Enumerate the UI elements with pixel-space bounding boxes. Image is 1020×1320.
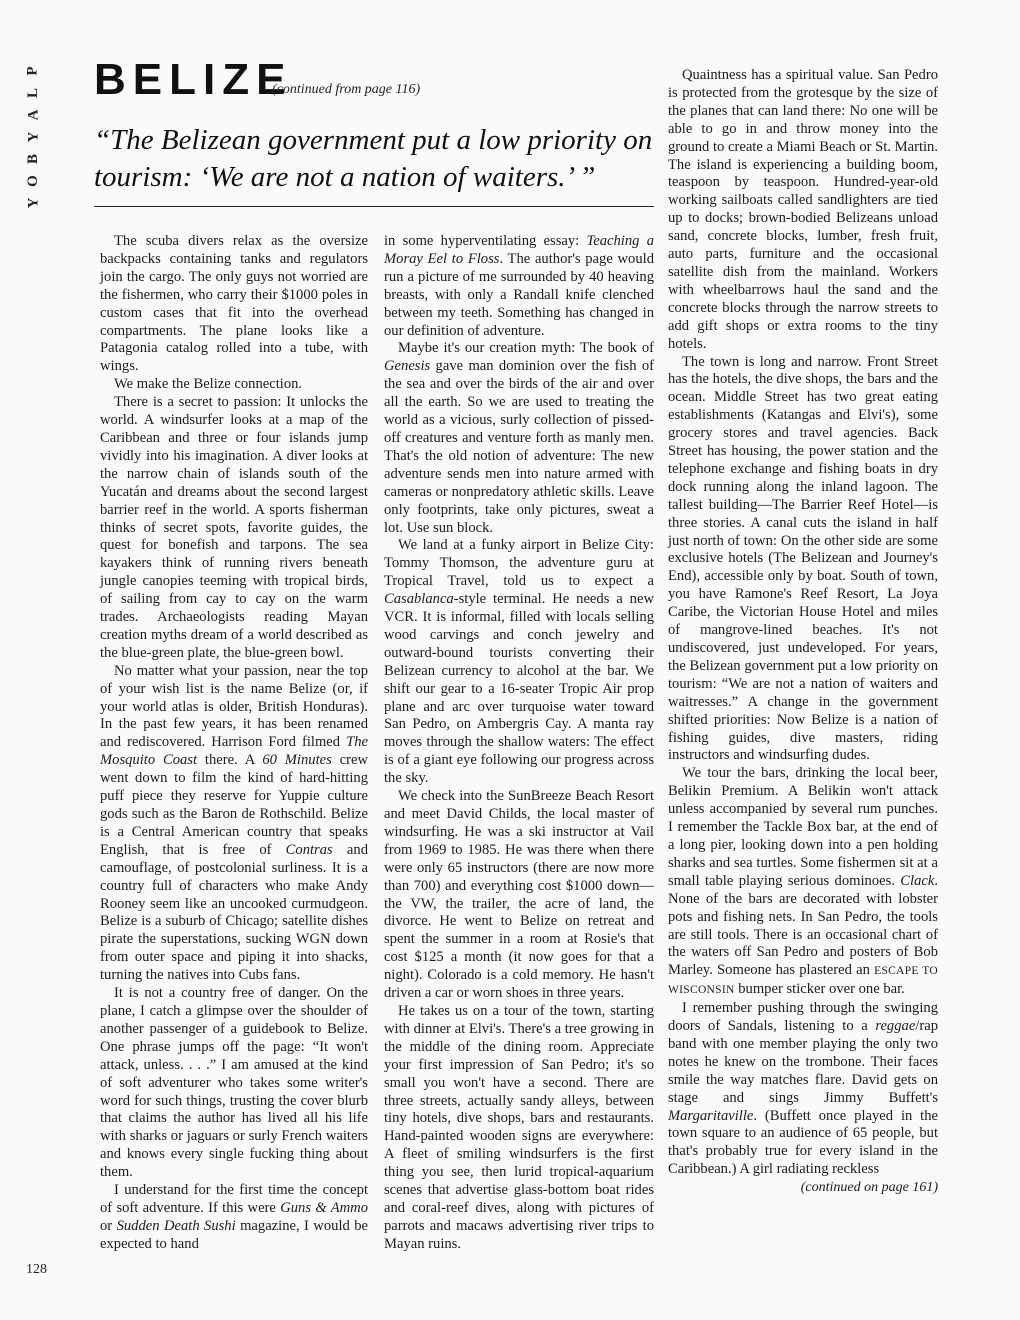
text-run: gave man dominion over the fish of the sea and over the birds of the air and over all the earth. So we are used to treating the world as a vicious, surly collection of pissed-off creatures and venture forth as manly men. That's the old notion of adventure: The new adventure sends men into nature armed with cameras or nonpredatory athletic skills. Leave only footprints, take only pictures, sweat a lot. Use sun block.: [384, 358, 654, 536]
paragraph: [100, 1182, 368, 1254]
paragraph: [668, 1000, 938, 1179]
text-run: or: [100, 1217, 117, 1234]
paragraph: There is a secret to passion: It unlocks the world. A windsurfer looks at a map of the Caribbean and three or four islands jump vividly into his imagination. A diver looks at the narrow chain of islands south of the Yucatán and dreams about the second largest barrier reef in the world. A sports fisherman thinks of secret spots, favorite guides, the quest for bonefish and tarpons. The sea kayakers think of running rivers beneath jungle canopies teeming with tropical birds, of sailing from cay to cay on the warm trades. Archaeologists reading Mayan creation myths dream of a world described as the blue-green plate, the blue-green bowl.: [100, 394, 368, 661]
text-run: I understand for the first time the concept of soft adventure. If this were: [100, 1182, 368, 1216]
text-run: I remember pushing through the swinging doors of Sandals, listening to a: [668, 1000, 938, 1035]
text-run: there. A: [197, 752, 263, 769]
paragraph: The town is long and narrow. Front Street has the hotels, the dive shops, the bars and the ocean. Middle Street has two great eating establishments (Katangas and Elvi's), some grocery stores and travel agencies. Back Street has housing, the power station and the telephone exchange and fishing boats in dry dock running along the inland lagoon. The tallest building—The Barrier Reef Hotel—is three stories. A canal cuts the island in half just north of town: On the other side are some exclusive hotels (The Belizean and Journey's End), accessible only by boat. South of town, you have Ramone's Reef Resort, La Joya Caribe, the Victorian House Hotel and miles of mangrove-lined beaches. It's not undiscovered, just undeveloped. For years, the Belizean government put a low priority on tourism: “We are not a nation of waiters and waitresses.” A change in the government shifted priorities: Now Belize is a nation of fishing guides, dive masters, riding instructors and windsurfing dudes.: [668, 353, 938, 764]
text-run: crew went down to film the kind of hard-hitting puff piece they reserve for Yuppie culture gods such as the Baron de Rothschild. Belize is a Central American country that speaks English, that is free of: [100, 752, 368, 858]
continued-on-note: (continued on page 161): [800, 1180, 938, 1196]
column-2: [384, 233, 654, 1254]
paragraph: He takes us on a tour of the town, starting with dinner at Elvi's. There's a tree growing in the middle of the dining room. Appreciate your first impression of San Pedro; it's so small you won't have a second. There are three streets, actually sandy alleys, between tiny hotels, dive shops, bars and restaurants. Hand-painted wooden signs are everywhere: A fleet of smiling windsurfers is the first thing you see, then lurid tropical-aquarium scenes that advertise glass-bottom boat rides and coral-reef dives, along with pictures of parrots and macaws advertising river trips to Mayan ruins.: [384, 1002, 654, 1252]
paragraph: We make the Belize connection.: [114, 376, 303, 393]
paragraph: [100, 663, 368, 985]
emphasis: reggae: [875, 1018, 916, 1035]
paragraph: [384, 233, 654, 340]
page-number: 128: [26, 1262, 47, 1277]
magazine-name-vertical: [22, 60, 44, 214]
column-1: [100, 233, 368, 1254]
text-run: /rap band with one member playing the only two notes he knew on the trombone. Their faces smile the way matches flare. David gets on stage and sings Jimmy Buffett's: [668, 1018, 938, 1106]
magazine-letter: L: [24, 87, 41, 99]
essay-title: Teaching a Moray Eel to Floss: [384, 233, 655, 267]
text-run: magazine, I would be expected to hand: [100, 1217, 368, 1252]
paragraph: We check into the SunBreeze Beach Resort and meet David Childs, the local master of windsurfing. He was a ski instructor at Vail from 1969 to 1985. He was there when there were only 65 instructors (there are now more than 700) and everything cost $1000 down—the VW, the trailer, the acre of land, the divorce. He went to Belize on retreat and spent the summer in a room at Rosie's that cost $125 a month (it now goes for that a night). Colorado is a cold memory. He hasn't driven a car or worn shoes in three years.: [384, 788, 654, 1002]
text-run: We land at a funky airport in Belize City: Tommy Thomson, the adventure guru at Tropical Travel, told us to expect a: [384, 537, 654, 590]
text-run: Maybe it's our creation myth: The book of: [398, 340, 654, 357]
song-title: Margaritaville: [668, 1107, 754, 1124]
pull-quote-text: “The Belizean government put a low priority on tourism: ‘We are not a nation of waiters.’ ”: [94, 124, 653, 193]
magazine-title: Guns & Ammo: [280, 1199, 368, 1216]
magazine-letter: P: [24, 66, 41, 76]
film-title: Casablanca: [384, 591, 454, 608]
paragraph: Quaintness has a spiritual value. San Pedro is protected from the grotesque by the size of the planes that can land there: No one will be able to go in and throw money into the ground to create a Miami Beach or St. Martin. The island is experiencing a building boom, teaspoon by teaspoon. Hundred-year-old working sailboats called sandlighters are tied up to docks; brown-bodied Belizeans unload sand, concrete blocks, lumber, fresh fruit, auto parts, furniture and the occasional satellite dish from the mainland. Workers with wheelbarrows haul the sand and the concrete blocks through the narrow streets to add gift shops or extra rooms to the tiny hotels.: [668, 67, 938, 352]
paragraph: [384, 537, 654, 788]
film-title: The Mosquito Coast: [100, 734, 368, 769]
continued-from-note: (continued from page 116): [272, 82, 421, 97]
magazine-letter: O: [24, 175, 41, 187]
text-run: -style terminal. He needs a new VCR. It is informal, filled with locals selling wood carvings and conch jewelry and outward-bound tourists converting their Belizean currency to alcohol at the bar. We shift our gear to a 16-seater Tropic Air prop plane and arc over turquoise water toward San Pedro, on Ambergris Cay. A manta ray moves through the shallow waters: The effect is of a giant eye following our progress across the sky.: [384, 591, 654, 787]
magazine-letter: Y: [25, 131, 41, 143]
paragraph: [668, 765, 938, 1000]
pull-quote: [94, 122, 654, 207]
paragraph: It is not a country free of danger. On the plane, I catch a glimpse over the shoulder of another passenger of a guidebook to Belize. One phrase jumps off the page: “It won't attack, unless. . . .” I am amused at the kind of soft adventurer who takes some writer's word for such things, trusting the cover blurb that claims the author has lived all his life with sharks or jaguars or surly French waiters and knows every single fucking thing about them.: [100, 985, 368, 1181]
text-run: . (Buffett once played in the town square to an audience of 65 people, but that's probably true for every island in the Caribbean.) A girl radiating reckless: [668, 1107, 938, 1178]
text-run: . None of the bars are decorated with lobster pots and fishing nets. In San Pedro, the tools are still tools. There is an occasional chart of the waters off San Pedro and posters of Bob Marley. Someone has plastered an: [668, 872, 938, 979]
text-run: and camouflage, of postcolonial surliness. It is a country full of characters who make Andy Rooney seem like an uncooked curmudgeon. Belize is a suburb of Chicago; satellite dishes pirate the superstations, sucking WGN down from outer space and piping it into shacks, turning the natives into Cubs fans.: [100, 841, 368, 984]
column-3: [668, 67, 938, 1197]
emphasis: Clack: [900, 872, 935, 889]
magazine-letter: A: [25, 109, 41, 121]
text-run: . The author's page would run a picture of me surrounded by 40 heaving breasts, with only a Randall knife clenched between my teeth. Something has changed in our definition of adventure.: [384, 250, 655, 339]
paragraph: [384, 340, 654, 537]
magazine-letter: Y: [25, 197, 41, 209]
book-title: Genesis: [384, 358, 431, 375]
text-run: in some hyperventilating essay:: [384, 233, 587, 249]
magazine-title: Sudden Death Sushi: [116, 1217, 236, 1234]
show-title: 60 Minutes: [262, 752, 332, 769]
bumper-sticker-text: ESCAPE TO WISCONSIN: [668, 965, 938, 997]
text-run: We tour the bars, drinking the local beer, Belikin Premium. A Belikin won't attack unless accompanied by several rum punches. I remember the Tackle Box bar, at the end of a long pier, looking down into a pen holding sharks and sea turtles. Some fishermen sit at a small table playing serious dominoes.: [668, 765, 938, 889]
article-title: BELIZE: [94, 55, 293, 104]
magazine-letter: B: [24, 153, 41, 165]
emphasis: Contras: [285, 841, 333, 858]
text-run: No matter what your passion, near the top of your wish list is the name Belize (or, if your world atlas is older, British Honduras). In the past few years, it has been renamed and rediscovered. Harrison Ford filmed: [100, 662, 368, 751]
paragraph: The scuba divers relax as the oversize backpacks containing tanks and regulators join the cargo. The only guys not worried are the fishermen, who carry their $1000 poles in custom cases that fit into the overhead compartments. The plane looks like a Patagonia catalog rolled into a tube, with wings.: [100, 233, 368, 375]
text-run: bumper sticker over one bar.: [734, 981, 905, 998]
